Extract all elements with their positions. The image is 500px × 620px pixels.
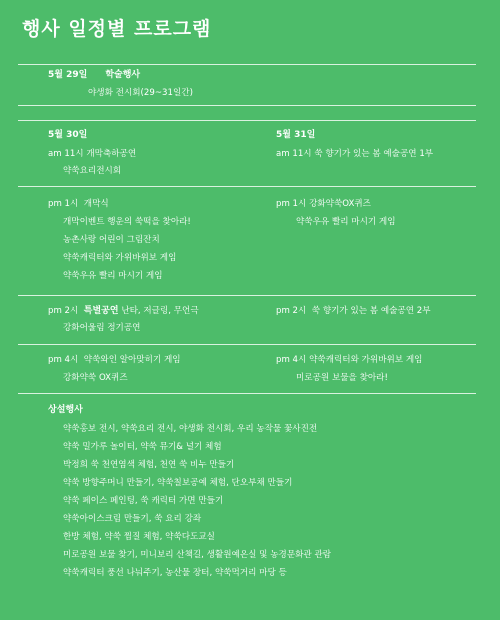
may30-pm1-item: 약쑥캐릭터와 가위바위보 게임 — [63, 253, 177, 263]
divider — [18, 295, 476, 296]
may30-pm2-item: 강화어울림 정기공연 — [63, 323, 141, 333]
page-title: 행사 일정별 프로그램 — [22, 18, 212, 40]
may30-date: 5월 30일 — [48, 130, 88, 140]
may31-pm1-line: pm 1시 강화약쑥OX퀴즈 — [276, 199, 371, 209]
list-item: 약쑥홍보 전시, 약쑥요리 전시, 야생화 전시회, 우리 농작물 꽃사진전 — [63, 424, 318, 434]
may30-pm4-line: pm 4시 약쑥와인 알아맞히기 게임 — [48, 355, 181, 365]
list-item: 미로공원 보물 찾기, 미니보리 산책길, 생활원예온실 및 농경문화관 관람 — [63, 550, 332, 560]
may29-date: 5월 29일 학술행사 — [48, 70, 141, 80]
may31-am-line: am 11시 쑥 향기가 있는 봄 예술공연 1부 — [276, 149, 434, 159]
may31-pm2-line: pm 2시 쑥 향기가 있는 봄 예술공연 2부 — [276, 306, 431, 316]
list-item: 약쑥아이스크림 만들기, 쑥 요리 강좌 — [63, 514, 202, 524]
may30-pm4-item: 강화약쑥 OX퀴즈 — [63, 373, 128, 383]
may29-item: 야생화 전시회(29~31일간) — [88, 88, 193, 98]
list-item: 박정희 쑥 천연염색 체험, 천연 쑥 비누 만들기 — [63, 460, 235, 470]
may30-pm1-item: 농촌사랑 어린이 그림잔치 — [63, 235, 160, 245]
may30-am-item: 약쑥요리전시회 — [63, 166, 122, 176]
divider — [18, 344, 476, 345]
may31-date: 5월 31일 — [276, 130, 316, 140]
may30-pm1-item: 개막이벤트 행운의 쑥떡을 찾아라! — [63, 217, 191, 227]
may30-pm1-item: 약쑥우유 빨리 마시기 게임 — [63, 271, 163, 281]
divider — [18, 120, 476, 121]
list-item: 약쑥 방향주머니 만들기, 약쑥칠보공예 체험, 단오부채 만들기 — [63, 478, 293, 488]
divider — [18, 186, 476, 187]
divider — [18, 64, 476, 65]
divider — [18, 105, 476, 106]
may31-pm4-item: 미로공원 보물을 찾아라! — [296, 373, 388, 383]
list-item: 약쑥 페이스 페인팅, 쑥 캐릭터 가면 만들기 — [63, 496, 224, 506]
permanent-heading: 상설행사 — [48, 405, 83, 415]
may30-pm2-line: pm 2시 특별공연 난타, 저글링, 무언극 — [48, 306, 199, 316]
list-item: 한방 체험, 약쑥 찜질 체험, 약쑥다도교실 — [63, 532, 215, 542]
list-item: 약쑥캐릭터 풍선 나눠주기, 농산물 장터, 약쑥먹거리 마당 등 — [63, 568, 287, 578]
may31-pm1-item: 약쑥우유 빨리 마시기 게임 — [296, 217, 396, 227]
divider — [18, 393, 476, 394]
list-item: 약쑥 밀가루 놀이터, 약쑥 뮤기& 널기 체험 — [63, 442, 222, 452]
may30-pm1-line: pm 1시 개막식 — [48, 199, 109, 209]
may30-am-line: am 11시 개막축하공연 — [48, 149, 137, 159]
may31-pm4-line: pm 4시 약쑥캐릭터와 가위바위보 게임 — [276, 355, 423, 365]
